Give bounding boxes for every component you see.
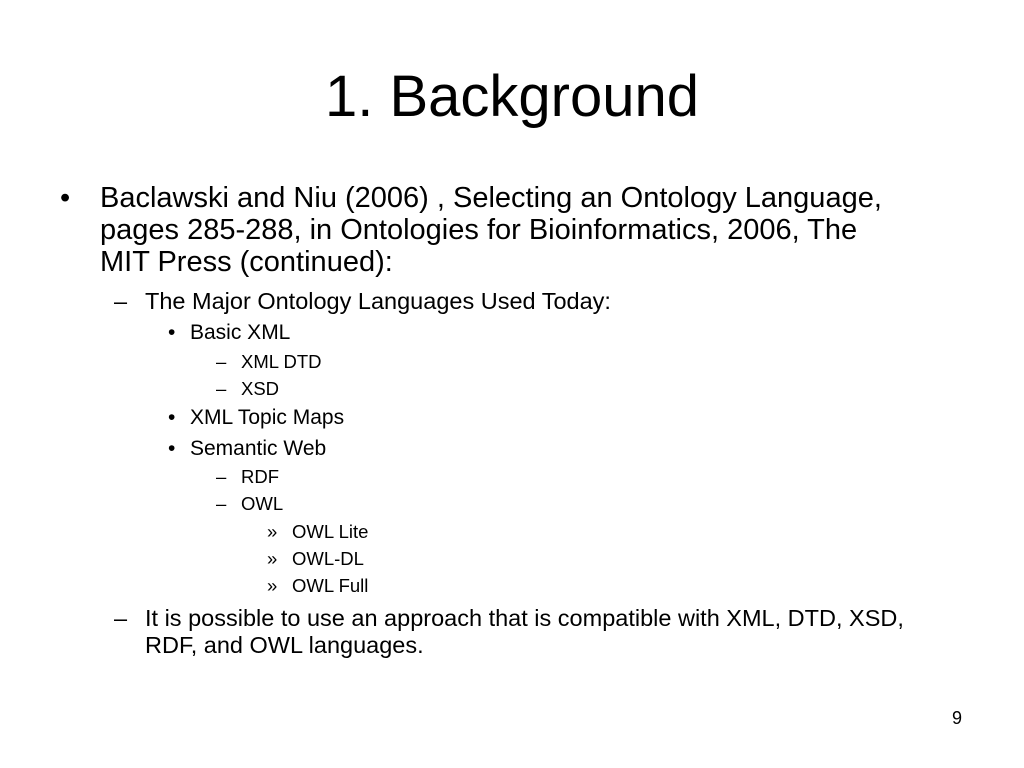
dash-marker: –: [114, 288, 128, 314]
dash-text: It is possible to use an approach that is compatible with XML, DTD, XSD, RDF, and OWL languages.: [145, 605, 904, 658]
dash-marker: –: [216, 378, 227, 399]
chevron-marker: »: [267, 548, 278, 569]
page-number: 9: [951, 708, 962, 728]
chevron-text: OWL Full: [292, 575, 369, 596]
dash-text: RDF: [241, 466, 280, 487]
dash-marker: –: [114, 605, 128, 631]
chevron-text: OWL-DL: [292, 548, 364, 569]
bullet-marker: •: [168, 321, 176, 344]
bullet-marker: •: [60, 182, 71, 214]
bullet-text: XML Topic Maps: [190, 406, 345, 429]
bullet-text: Basic XML: [190, 321, 291, 344]
bullet-item: [168, 436, 790, 462]
dash-item: [216, 377, 841, 401]
dash-item: [216, 465, 841, 489]
slide-title: 1. Background: [324, 64, 700, 129]
chevron-marker: »: [267, 521, 278, 542]
bullet-item: [60, 182, 900, 278]
bullet-item: [168, 405, 790, 431]
dash-marker: –: [216, 493, 227, 514]
dash-marker: –: [216, 351, 227, 372]
chevron-item: [267, 574, 892, 598]
dash-text: XSD: [241, 378, 280, 399]
dash-text: OWL: [241, 493, 284, 514]
bullet-marker: •: [168, 437, 176, 460]
chevron-text: OWL Lite: [292, 521, 369, 542]
bullet-item: [168, 320, 790, 346]
dash-text: The Major Ontology Languages Used Today:: [145, 288, 611, 314]
dash-item: [114, 605, 935, 659]
dash-item: [216, 350, 841, 374]
chevron-item: [267, 520, 892, 544]
chevron-marker: »: [267, 575, 278, 596]
dash-item: [216, 492, 841, 516]
dash-text: XML DTD: [241, 351, 322, 372]
dash-marker: –: [216, 466, 227, 487]
bullet-marker: •: [168, 406, 176, 429]
bullet-text: Semantic Web: [190, 437, 327, 460]
chevron-item: [267, 547, 892, 571]
bullet-text: Baclawski and Niu (2006) , Selecting an Ontology Language, pages 285-288, in Ontologies for Bioinformatics, 2006, The MIT Press (continued):: [100, 182, 882, 278]
dash-item: [114, 288, 945, 315]
